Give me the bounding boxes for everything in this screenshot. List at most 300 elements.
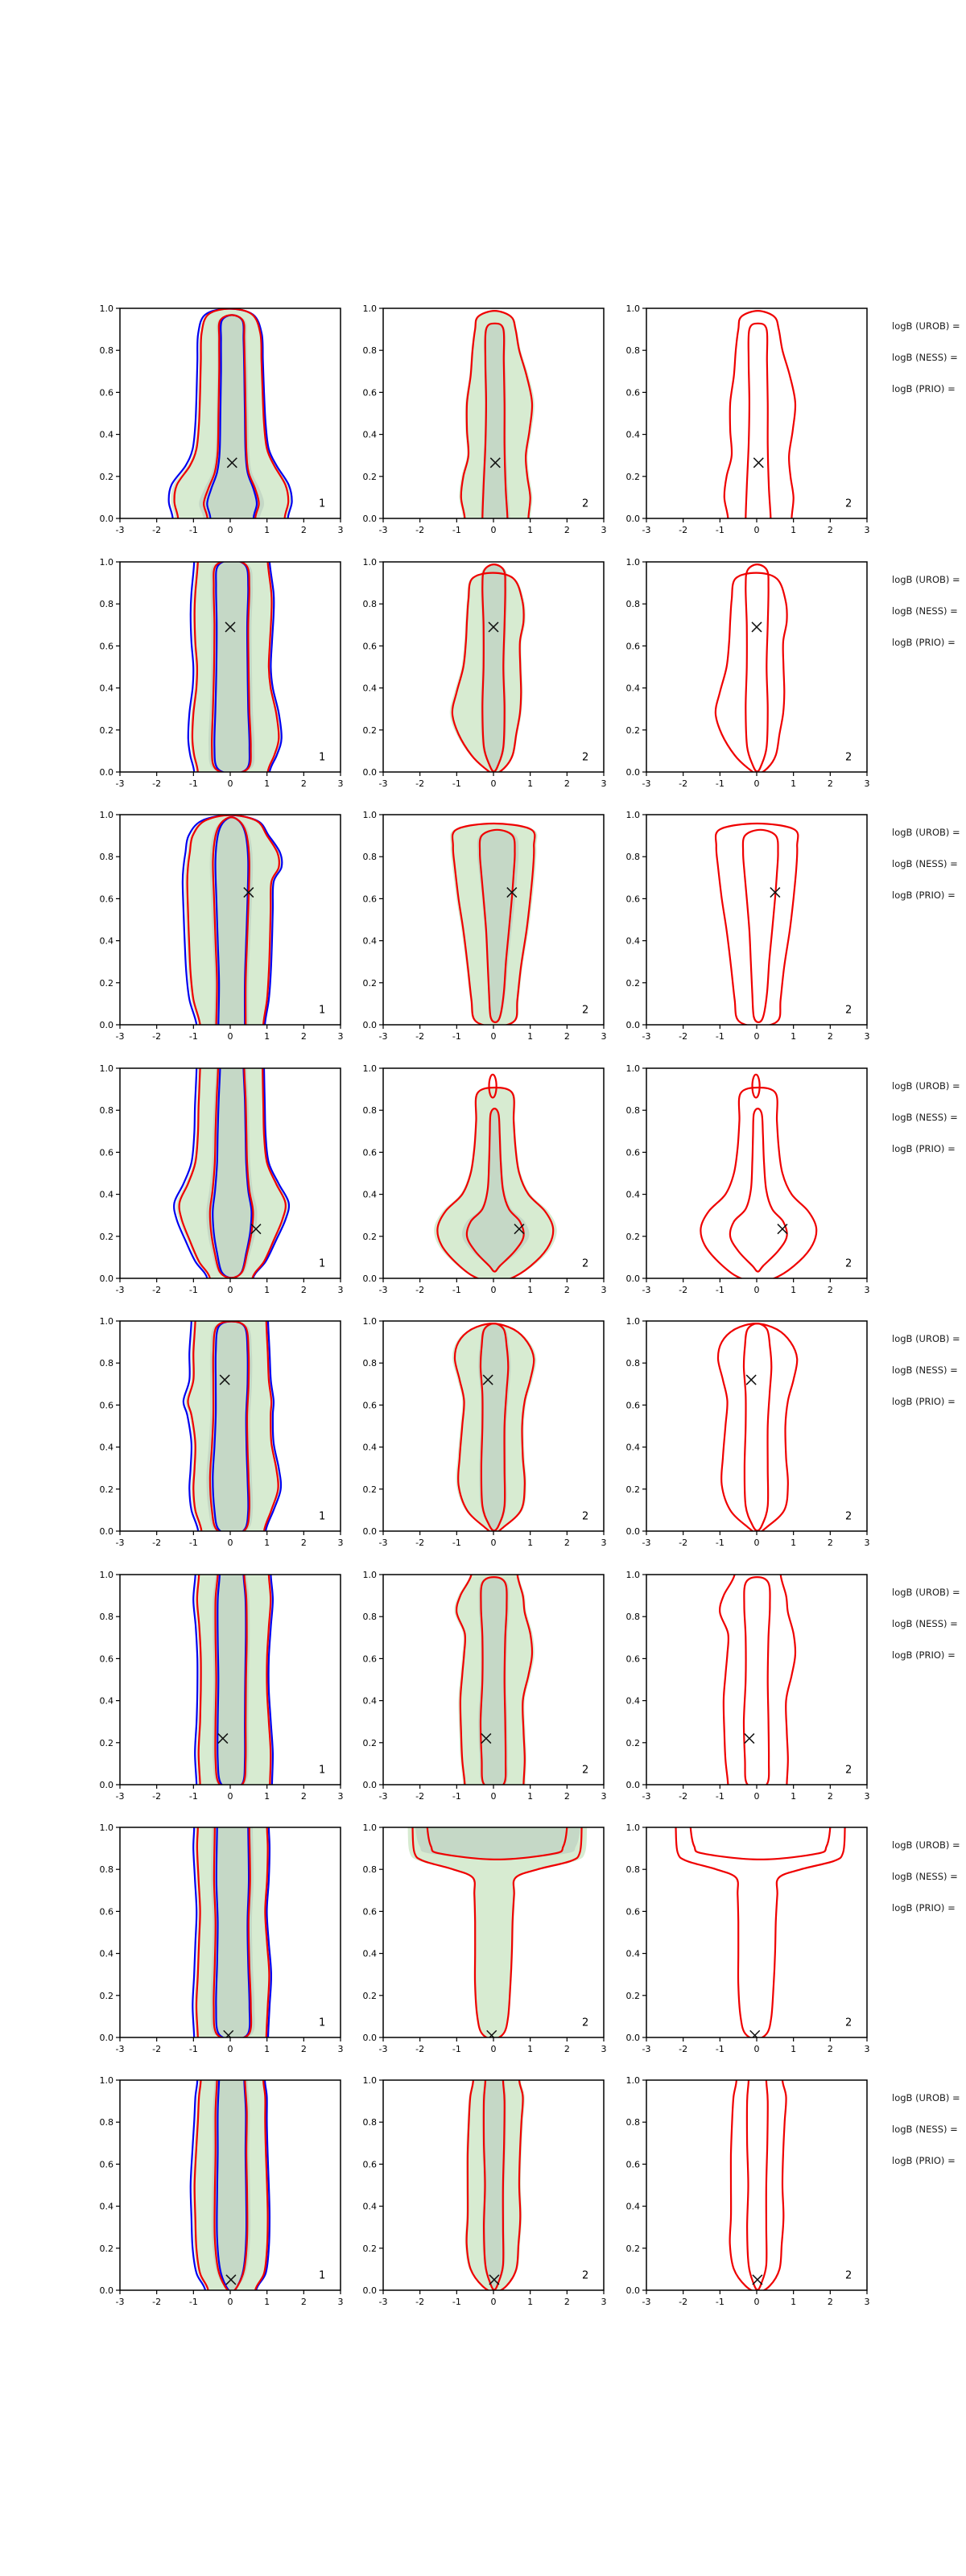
- y-tick-label: 0.6: [625, 1400, 640, 1411]
- panel-corner-label: 2: [845, 751, 852, 764]
- logB-annotation-urob: logB (UROB) =: [892, 574, 960, 585]
- y-tick-label: 0.8: [99, 852, 114, 863]
- y-tick-label: 0.6: [99, 387, 114, 398]
- true-value-x-marker: [746, 1375, 756, 1385]
- x-tick-label: 2: [564, 1031, 570, 1042]
- y-tick-label: 0.6: [625, 1653, 640, 1665]
- logB-annotation-ness: logB (NESS) =: [892, 1618, 958, 1629]
- y-tick-label: 0.0: [625, 1274, 640, 1284]
- x-tick-label: 2: [827, 1791, 833, 1802]
- y-tick-label: 0.2: [362, 1484, 377, 1495]
- logB-annotation-urob: logB (UROB) =: [892, 320, 960, 332]
- x-tick-label: -3: [378, 778, 388, 789]
- y-tick-label: 0.0: [625, 1020, 640, 1030]
- plot-area: [458, 311, 535, 547]
- x-tick-label: -1: [188, 1791, 198, 1802]
- panel-corner-label: 2: [845, 2269, 852, 2282]
- x-tick-label: -1: [715, 1538, 724, 1548]
- true-value-x-marker: [745, 1734, 754, 1744]
- y-tick-label: 0.0: [362, 1020, 377, 1030]
- x-tick-label: 3: [337, 2044, 344, 2054]
- y-tick-label: 0.6: [99, 2159, 114, 2170]
- contour-panel-r6-c2: [362, 1570, 607, 1802]
- y-tick-label: 1.0: [625, 303, 640, 314]
- x-tick-label: -1: [188, 778, 198, 789]
- y-tick-label: 0.0: [625, 2285, 640, 2296]
- y-tick-label: 0.2: [99, 1990, 114, 2001]
- x-tick-label: 0: [227, 778, 233, 789]
- y-tick-label: 0.4: [625, 1695, 640, 1707]
- x-tick-label: 1: [527, 2044, 534, 2054]
- panel-corner-label: 1: [319, 751, 326, 764]
- x-tick-label: 0: [490, 1031, 497, 1042]
- axis-ticks: [642, 562, 867, 776]
- y-tick-label: 1.0: [625, 1316, 640, 1327]
- x-tick-label: -3: [642, 2297, 651, 2307]
- y-tick-label: 0.2: [99, 977, 114, 989]
- plot-area: [188, 1799, 275, 2066]
- x-tick-label: 2: [300, 1538, 307, 1548]
- y-tick-label: 0.6: [99, 894, 114, 905]
- x-tick-label: -2: [679, 2297, 688, 2307]
- x-tick-label: 3: [601, 1285, 607, 1295]
- x-tick-label: 3: [337, 1538, 344, 1548]
- y-tick-label: 0.8: [625, 1358, 640, 1369]
- y-tick-label: 0.2: [625, 1990, 640, 2001]
- contour-panel-r1-c2: [362, 303, 607, 535]
- y-tick-label: 0.2: [362, 1737, 377, 1748]
- x-tick-label: 3: [864, 2044, 870, 2054]
- axis-ticks: [642, 1068, 867, 1282]
- y-tick-label: 1.0: [99, 1570, 114, 1580]
- x-tick-label: 3: [601, 1791, 607, 1802]
- y-tick-label: 0.8: [99, 345, 114, 357]
- contour-red-outer: [716, 824, 798, 1026]
- x-tick-label: 1: [791, 778, 797, 789]
- x-tick-label: -2: [415, 1791, 425, 1802]
- x-tick-label: -3: [642, 1285, 651, 1295]
- axis-ticks: [642, 1575, 867, 1789]
- y-tick-label: 0.4: [362, 2201, 377, 2212]
- y-tick-label: 0.0: [362, 1274, 377, 1284]
- x-tick-label: -2: [679, 1031, 688, 1042]
- x-tick-label: -2: [679, 1791, 688, 1802]
- x-tick-label: 3: [337, 1285, 344, 1295]
- contour-panel-r6-c1: [99, 1570, 344, 1802]
- y-tick-label: 1.0: [99, 2075, 114, 2086]
- x-tick-label: -2: [152, 1031, 162, 1042]
- x-tick-label: 3: [337, 778, 344, 789]
- x-tick-label: -2: [415, 1031, 425, 1042]
- panel-corner-label: 2: [845, 497, 852, 510]
- plot-area: [716, 824, 798, 1026]
- x-tick-label: -2: [415, 2044, 425, 2054]
- x-tick-label: 2: [827, 2297, 833, 2307]
- x-tick-label: 0: [227, 1791, 233, 1802]
- x-tick-label: -1: [188, 1538, 198, 1548]
- logB-annotation-ness: logB (NESS) =: [892, 352, 958, 363]
- x-tick-label: 2: [564, 1538, 570, 1548]
- y-tick-label: 1.0: [362, 1063, 377, 1074]
- x-tick-label: -3: [115, 1031, 125, 1042]
- y-tick-label: 0.2: [99, 1231, 114, 1242]
- x-tick-label: 2: [564, 778, 570, 789]
- plot-area: [164, 309, 296, 547]
- logB-annotation-prio: logB (PRIO) =: [892, 1396, 956, 1407]
- y-tick-label: 0.6: [625, 1906, 640, 1918]
- x-tick-label: 2: [827, 1538, 833, 1548]
- y-tick-label: 0.4: [99, 429, 114, 440]
- contour-red-outer: [724, 311, 796, 547]
- y-tick-label: 0.8: [625, 2117, 640, 2128]
- y-tick-label: 1.0: [362, 1316, 377, 1327]
- y-tick-label: 0.2: [362, 977, 377, 989]
- x-tick-label: 3: [864, 525, 870, 535]
- x-tick-label: -1: [715, 525, 724, 535]
- x-tick-label: -3: [378, 1031, 388, 1042]
- x-tick-label: 3: [864, 778, 870, 789]
- x-tick-label: 1: [264, 2297, 270, 2307]
- panel-corner-label: 2: [845, 1004, 852, 1017]
- logB-annotation-ness: logB (NESS) =: [892, 2124, 958, 2135]
- x-tick-label: 1: [527, 1791, 534, 1802]
- x-tick-label: -3: [115, 2044, 125, 2054]
- y-tick-label: 0.0: [99, 1780, 114, 1790]
- y-tick-label: 0.0: [625, 514, 640, 524]
- y-tick-label: 0.6: [99, 1400, 114, 1411]
- x-tick-label: 1: [791, 1285, 797, 1295]
- plot-area: [188, 534, 282, 800]
- logB-annotation-prio: logB (PRIO) =: [892, 1649, 956, 1661]
- x-tick-label: -2: [152, 778, 162, 789]
- y-tick-label: 0.6: [362, 894, 377, 905]
- y-tick-label: 0.0: [362, 514, 377, 524]
- x-tick-label: 1: [264, 1791, 270, 1802]
- y-tick-label: 1.0: [99, 1823, 114, 1833]
- y-tick-label: 0.8: [362, 1105, 377, 1117]
- x-tick-label: 2: [300, 1791, 307, 1802]
- y-tick-label: 0.0: [362, 2033, 377, 2043]
- x-tick-label: -1: [188, 2297, 198, 2307]
- x-tick-label: -2: [415, 1285, 425, 1295]
- x-tick-label: -1: [188, 1285, 198, 1295]
- x-tick-label: 1: [264, 2044, 270, 2054]
- x-tick-label: -3: [642, 2044, 651, 2054]
- logB-annotation-urob: logB (UROB) =: [892, 1080, 960, 1092]
- contour-red-inner: [747, 2052, 768, 2290]
- x-tick-label: 0: [753, 2044, 760, 2054]
- x-tick-label: -3: [378, 2044, 388, 2054]
- x-tick-label: 3: [864, 2297, 870, 2307]
- x-tick-label: -1: [452, 778, 461, 789]
- x-tick-label: 0: [753, 1285, 760, 1295]
- true-value-x-marker: [753, 2275, 762, 2285]
- x-tick-label: 0: [227, 2044, 233, 2054]
- contour-red-outer: [720, 1546, 795, 1813]
- x-tick-label: 0: [753, 2297, 760, 2307]
- x-tick-label: -3: [642, 1538, 651, 1548]
- logB-annotation-ness: logB (NESS) =: [892, 605, 958, 617]
- y-tick-label: 1.0: [362, 557, 377, 568]
- x-tick-label: -2: [679, 778, 688, 789]
- contour-red-inner: [743, 830, 778, 1022]
- contour-red-inner: [744, 1323, 771, 1530]
- y-tick-label: 0.0: [99, 2285, 114, 2296]
- x-tick-label: -1: [188, 525, 198, 535]
- y-tick-label: 1.0: [362, 810, 377, 820]
- contour-panel-r5-c1: [99, 1316, 344, 1548]
- y-tick-label: 0.0: [625, 1526, 640, 1537]
- plot-area: [718, 1323, 797, 1533]
- x-tick-label: 2: [564, 2044, 570, 2054]
- panel-corner-label: 2: [582, 2017, 589, 2029]
- contour-panel-r5-c3: [625, 1316, 870, 1548]
- y-tick-label: 0.8: [362, 2117, 377, 2128]
- y-tick-label: 1.0: [362, 1823, 377, 1833]
- x-tick-label: -3: [378, 1285, 388, 1295]
- logB-annotation-ness: logB (NESS) =: [892, 1364, 958, 1376]
- panel-corner-label: 1: [319, 2017, 326, 2029]
- y-tick-label: 0.0: [99, 1274, 114, 1284]
- logB-annotation-ness: logB (NESS) =: [892, 1871, 958, 1882]
- x-tick-label: -1: [188, 1031, 198, 1042]
- y-tick-label: 0.8: [99, 1105, 114, 1117]
- contour-red-inner: [744, 1577, 770, 1789]
- y-tick-label: 1.0: [99, 557, 114, 568]
- x-tick-label: 0: [227, 1285, 233, 1295]
- y-tick-label: 1.0: [625, 1063, 640, 1074]
- x-tick-label: 1: [791, 1538, 797, 1548]
- x-tick-label: -2: [152, 1791, 162, 1802]
- logB-annotation-prio: logB (PRIO) =: [892, 637, 956, 648]
- y-tick-label: 1.0: [99, 1316, 114, 1327]
- x-tick-label: -3: [115, 1791, 125, 1802]
- x-tick-label: 0: [490, 1538, 497, 1548]
- panel-corner-label: 2: [582, 497, 589, 510]
- y-tick-label: 0.2: [625, 977, 640, 989]
- y-tick-label: 0.8: [362, 852, 377, 863]
- x-tick-label: -3: [642, 525, 651, 535]
- x-tick-label: -2: [679, 1538, 688, 1548]
- x-tick-label: 1: [264, 1031, 270, 1042]
- x-tick-label: -1: [452, 2044, 461, 2054]
- x-tick-label: 1: [527, 1538, 534, 1548]
- y-tick-label: 0.4: [99, 1189, 114, 1200]
- y-tick-label: 0.2: [99, 2243, 114, 2254]
- y-tick-label: 0.2: [625, 1231, 640, 1242]
- contour-panel-r7-c3: [625, 1823, 870, 2054]
- x-tick-label: -2: [152, 525, 162, 535]
- axis-ticks: [642, 1321, 867, 1535]
- panel-corner-label: 2: [582, 751, 589, 764]
- x-tick-label: -1: [715, 1031, 724, 1042]
- y-tick-label: 1.0: [362, 303, 377, 314]
- y-tick-label: 0.4: [625, 1442, 640, 1453]
- x-tick-label: 1: [791, 1031, 797, 1042]
- x-tick-label: 3: [864, 1031, 870, 1042]
- y-tick-label: 0.8: [625, 1612, 640, 1623]
- y-tick-label: 0.0: [99, 767, 114, 778]
- logB-annotation-urob: logB (UROB) =: [892, 1333, 960, 1344]
- x-tick-label: -3: [642, 1791, 651, 1802]
- y-tick-label: 0.2: [625, 1737, 640, 1748]
- y-tick-label: 0.0: [625, 2033, 640, 2043]
- axes-border: [646, 2080, 867, 2290]
- x-tick-label: 3: [337, 2297, 344, 2307]
- y-tick-label: 1.0: [625, 810, 640, 820]
- y-tick-label: 0.6: [362, 1906, 377, 1918]
- x-tick-label: 3: [601, 1031, 607, 1042]
- x-tick-label: 3: [864, 1285, 870, 1295]
- y-tick-label: 0.8: [99, 599, 114, 610]
- y-tick-label: 0.4: [362, 683, 377, 694]
- y-tick-label: 0.4: [99, 935, 114, 947]
- x-tick-label: 1: [527, 2297, 534, 2307]
- x-tick-label: 2: [564, 1285, 570, 1295]
- plot-area: [434, 1075, 556, 1282]
- x-tick-label: 1: [527, 778, 534, 789]
- axes-border: [646, 1321, 867, 1531]
- logB-annotation-prio: logB (PRIO) =: [892, 2155, 956, 2166]
- contour-panel-r3-c2: [362, 810, 607, 1042]
- y-tick-label: 1.0: [99, 810, 114, 820]
- x-tick-label: 0: [753, 1031, 760, 1042]
- x-tick-label: -2: [152, 1538, 162, 1548]
- panel-corner-label: 1: [319, 2269, 326, 2282]
- contour-panel-r3-c1: [99, 810, 344, 1042]
- axis-ticks: [642, 815, 867, 1029]
- x-tick-label: 2: [564, 525, 570, 535]
- y-tick-label: 1.0: [362, 1570, 377, 1580]
- contour-panel-r4-c3: [625, 1063, 870, 1295]
- y-tick-label: 0.0: [99, 1526, 114, 1537]
- y-tick-label: 0.4: [99, 1948, 114, 1959]
- y-tick-label: 0.4: [362, 1189, 377, 1200]
- y-tick-label: 0.6: [362, 1653, 377, 1665]
- panel-corner-label: 1: [319, 1004, 326, 1017]
- logB-annotation-urob: logB (UROB) =: [892, 827, 960, 838]
- y-tick-label: 0.6: [362, 2159, 377, 2170]
- contour-red-loop: [753, 1075, 760, 1098]
- contour-panel-r1-c1: [99, 303, 344, 535]
- x-tick-label: -1: [188, 2044, 198, 2054]
- logB-annotation-urob: logB (UROB) =: [892, 1587, 960, 1598]
- y-tick-label: 0.6: [99, 1147, 114, 1158]
- panel-corner-label: 2: [582, 1510, 589, 1523]
- y-tick-label: 0.0: [362, 1526, 377, 1537]
- x-tick-label: 2: [827, 1031, 833, 1042]
- x-tick-label: -2: [679, 525, 688, 535]
- plot-area: [465, 2052, 525, 2292]
- logB-annotation-ness: logB (NESS) =: [892, 858, 958, 869]
- y-tick-label: 0.0: [625, 1780, 640, 1790]
- x-tick-label: 2: [300, 2297, 307, 2307]
- x-tick-label: 2: [300, 778, 307, 789]
- panel-corner-label: 2: [582, 2269, 589, 2282]
- x-tick-label: -1: [452, 1791, 461, 1802]
- y-tick-label: 0.8: [625, 852, 640, 863]
- plot-area: [184, 1293, 281, 1559]
- y-tick-label: 0.6: [625, 894, 640, 905]
- y-tick-label: 0.6: [99, 641, 114, 652]
- contour-panel-r2-c3: [625, 557, 870, 789]
- axes-border: [646, 1068, 867, 1278]
- y-tick-label: 0.4: [625, 1189, 640, 1200]
- x-tick-label: -3: [115, 778, 125, 789]
- x-tick-label: -3: [642, 778, 651, 789]
- logB-annotation-ness: logB (NESS) =: [892, 1112, 958, 1123]
- x-tick-label: -3: [115, 1285, 125, 1295]
- contour-panel-r8-c2: [362, 2075, 607, 2307]
- y-tick-label: 0.4: [99, 1442, 114, 1453]
- y-tick-label: 0.4: [99, 2201, 114, 2212]
- y-tick-label: 0.0: [625, 767, 640, 778]
- y-tick-label: 0.4: [99, 683, 114, 694]
- contour-panel-r8-c1: [99, 2075, 344, 2307]
- x-tick-label: 2: [300, 2044, 307, 2054]
- x-tick-label: 0: [227, 2297, 233, 2307]
- x-tick-label: 3: [601, 2297, 607, 2307]
- x-tick-label: 1: [791, 2044, 797, 2054]
- x-tick-label: -2: [152, 2044, 162, 2054]
- x-tick-label: 2: [300, 1285, 307, 1295]
- y-tick-label: 0.8: [362, 345, 377, 357]
- x-tick-label: -2: [415, 2297, 425, 2307]
- y-tick-label: 1.0: [362, 2075, 377, 2086]
- contour-panel-r3-c3: [625, 810, 870, 1042]
- y-tick-label: 0.6: [625, 2159, 640, 2170]
- x-tick-label: 2: [827, 778, 833, 789]
- x-tick-label: 2: [300, 525, 307, 535]
- logB-annotation-urob: logB (UROB) =: [892, 1839, 960, 1851]
- y-tick-label: 0.2: [362, 1231, 377, 1242]
- axes-border: [646, 815, 867, 1025]
- panel-corner-label: 1: [319, 497, 326, 510]
- x-tick-label: 2: [827, 525, 833, 535]
- y-tick-label: 0.2: [362, 1990, 377, 2001]
- x-tick-label: 0: [490, 2044, 497, 2054]
- contour-red-outer: [730, 2052, 786, 2292]
- contour-red-outer: [663, 1799, 857, 2039]
- x-tick-label: -2: [679, 2044, 688, 2054]
- x-tick-label: 3: [337, 525, 344, 535]
- contour-panel-r6-c3: [625, 1570, 870, 1802]
- x-tick-label: -1: [452, 525, 461, 535]
- panel-corner-label: 2: [582, 1004, 589, 1017]
- x-tick-label: 0: [227, 1031, 233, 1042]
- plot-area: [730, 2052, 786, 2292]
- y-tick-label: 0.8: [99, 1864, 114, 1876]
- x-tick-label: 0: [490, 1285, 497, 1295]
- y-tick-label: 0.8: [99, 1612, 114, 1623]
- y-tick-label: 0.6: [99, 1653, 114, 1665]
- plot-area: [450, 824, 538, 1026]
- y-tick-label: 0.8: [362, 1612, 377, 1623]
- plot-area: [188, 2052, 270, 2318]
- x-tick-label: -3: [378, 525, 388, 535]
- panel-corner-label: 1: [319, 1764, 326, 1777]
- y-tick-label: 0.4: [625, 1948, 640, 1959]
- x-tick-label: -2: [679, 1285, 688, 1295]
- y-tick-label: 0.4: [625, 2201, 640, 2212]
- x-tick-label: 1: [791, 2297, 797, 2307]
- true-value-x-marker: [750, 2030, 760, 2040]
- contour-panel-r2-c1: [99, 557, 344, 789]
- panel-corner-label: 1: [319, 1510, 326, 1523]
- contour-panel-r7-c1: [99, 1823, 344, 2054]
- y-tick-label: 0.2: [99, 724, 114, 736]
- panel-corner-label: 2: [845, 1764, 852, 1777]
